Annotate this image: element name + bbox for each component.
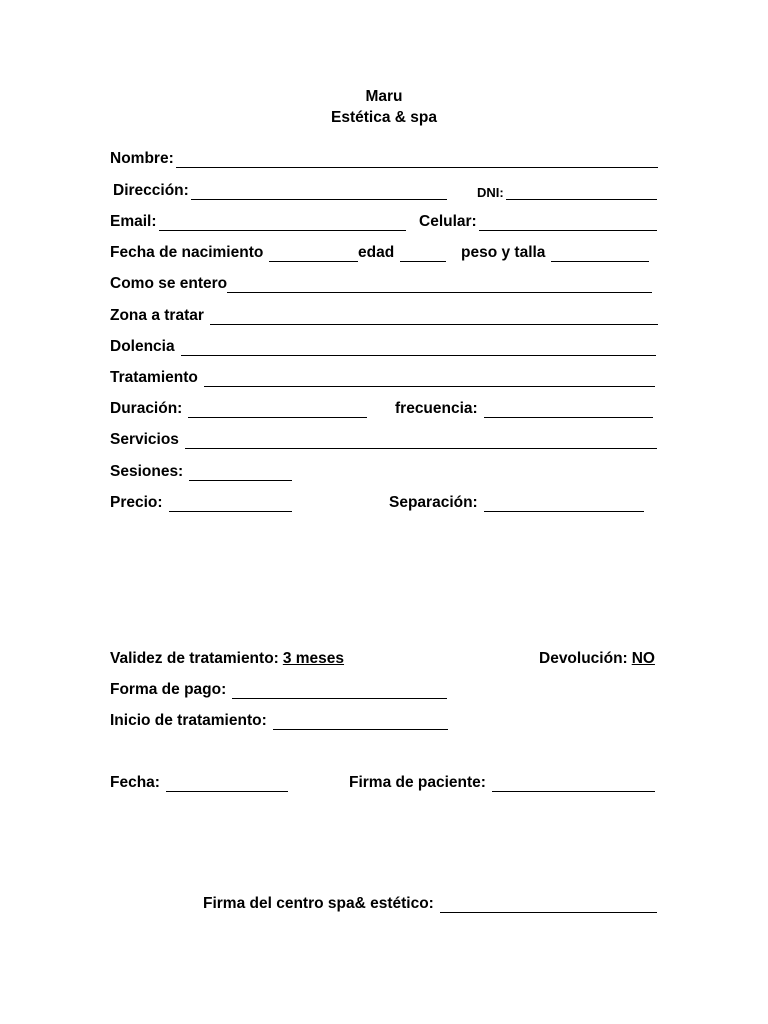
devolucion-value: NO <box>631 650 655 667</box>
precio-label: Precio: <box>110 494 163 511</box>
dni-label: DNI: <box>477 185 504 200</box>
como-se-entero-label: Como se entero <box>110 275 228 292</box>
dni-row <box>477 180 657 200</box>
peso-talla-label: peso y talla <box>461 244 546 261</box>
frecuencia-field[interactable] <box>484 403 653 418</box>
servicios-label: Servicios <box>110 431 179 448</box>
tratamiento-label: Tratamiento <box>110 369 198 386</box>
email-label: Email: <box>110 213 157 230</box>
edad-field[interactable] <box>400 247 446 262</box>
peso-talla-row <box>461 242 649 262</box>
tratamiento-row <box>110 367 655 387</box>
zona-field[interactable] <box>210 310 658 325</box>
fecha-nacimiento-row <box>110 242 358 262</box>
dolencia-label: Dolencia <box>110 338 175 355</box>
forma-pago-row <box>110 679 447 699</box>
direccion-row <box>113 180 447 200</box>
nombre-label: Nombre: <box>110 150 174 167</box>
email-row <box>110 211 406 231</box>
forma-pago-label: Forma de pago: <box>110 681 227 698</box>
fecha-label: Fecha: <box>110 774 160 791</box>
fecha-field[interactable] <box>166 777 288 792</box>
celular-row <box>419 211 657 231</box>
sesiones-label: Sesiones: <box>110 463 184 480</box>
frecuencia-label: frecuencia: <box>395 400 478 417</box>
como-se-entero-row <box>110 273 652 293</box>
zona-label: Zona a tratar <box>110 307 204 324</box>
duracion-field[interactable] <box>188 403 367 418</box>
email-field[interactable] <box>159 216 406 231</box>
celular-label: Celular: <box>419 213 477 230</box>
peso-talla-field[interactable] <box>551 247 649 262</box>
devolucion-row <box>539 648 655 668</box>
duracion-row <box>110 398 367 418</box>
fecha-nacimiento-label: Fecha de nacimiento <box>110 244 264 261</box>
firma-centro-label: Firma del centro spa& estético: <box>203 895 434 912</box>
validez-label: Validez de tratamiento: <box>110 650 279 667</box>
precio-field[interactable] <box>169 497 292 512</box>
servicios-field[interactable] <box>185 434 657 449</box>
firma-centro-field[interactable] <box>440 898 657 913</box>
brand-title: Maru <box>365 88 403 105</box>
nombre-row <box>110 148 658 168</box>
dolencia-row <box>110 336 656 356</box>
servicios-row <box>110 429 657 449</box>
precio-row <box>110 492 292 512</box>
devolucion-label: Devolución: <box>539 650 628 667</box>
como-se-entero-field[interactable] <box>227 278 652 293</box>
dni-field[interactable] <box>506 185 657 200</box>
celular-field[interactable] <box>479 216 657 231</box>
direccion-field[interactable] <box>191 185 447 200</box>
separacion-row <box>389 492 644 512</box>
brand-subtitle: Estética & spa <box>331 109 437 126</box>
fecha-row <box>110 772 288 792</box>
tratamiento-field[interactable] <box>204 372 655 387</box>
edad-row <box>358 242 446 262</box>
sesiones-row <box>110 461 292 481</box>
edad-label: edad <box>358 244 395 261</box>
firma-paciente-row <box>349 772 655 792</box>
sesiones-field[interactable] <box>189 466 292 481</box>
separacion-label: Separación: <box>389 494 478 511</box>
validez-row <box>110 648 344 668</box>
direccion-label: Dirección: <box>113 182 189 199</box>
nombre-field[interactable] <box>176 153 658 168</box>
firma-paciente-label: Firma de paciente: <box>349 774 486 791</box>
separacion-field[interactable] <box>484 497 644 512</box>
inicio-row <box>110 710 448 730</box>
firma-paciente-field[interactable] <box>492 777 655 792</box>
validez-value: 3 meses <box>282 650 345 667</box>
dolencia-field[interactable] <box>181 341 656 356</box>
firma-centro-row <box>203 893 657 913</box>
forma-pago-field[interactable] <box>232 684 447 699</box>
duracion-label: Duración: <box>110 400 183 417</box>
zona-row <box>110 305 658 325</box>
fecha-nacimiento-field[interactable] <box>269 247 358 262</box>
frecuencia-row <box>395 398 653 418</box>
inicio-label: Inicio de tratamiento: <box>110 712 267 729</box>
inicio-field[interactable] <box>273 715 448 730</box>
